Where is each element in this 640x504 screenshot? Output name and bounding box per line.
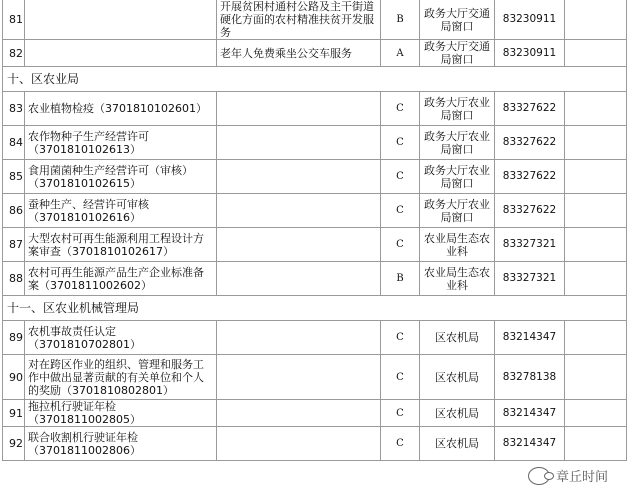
service-description bbox=[217, 400, 381, 427]
phone-number: 83214347 bbox=[495, 400, 565, 427]
table-row bbox=[3, 262, 627, 296]
phone-number: 83327622 bbox=[495, 194, 565, 228]
service-description bbox=[217, 355, 381, 400]
service-description bbox=[217, 321, 381, 355]
item-name: 农机事故责任认定（3701810702801） bbox=[25, 321, 217, 355]
remark bbox=[565, 355, 627, 400]
table-row bbox=[3, 400, 627, 427]
department: 政务大厅农业局窗口 bbox=[420, 92, 495, 126]
section-title: 十一、区农业机械管理局 bbox=[3, 296, 627, 321]
wechat-icon bbox=[528, 467, 550, 485]
phone-number: 83230911 bbox=[495, 0, 565, 40]
row-number: 84 bbox=[3, 126, 25, 160]
row-number: 92 bbox=[3, 427, 25, 461]
remark bbox=[565, 228, 627, 262]
department: 区农机局 bbox=[420, 355, 495, 400]
row-number: 90 bbox=[3, 355, 25, 400]
service-type: B bbox=[381, 262, 420, 296]
row-number: 87 bbox=[3, 228, 25, 262]
service-type: C bbox=[381, 160, 420, 194]
section-row bbox=[3, 296, 627, 321]
row-number: 82 bbox=[3, 40, 25, 67]
service-description bbox=[217, 92, 381, 126]
remark bbox=[565, 194, 627, 228]
table-row bbox=[3, 0, 627, 40]
item-name bbox=[25, 40, 217, 67]
phone-number: 83230911 bbox=[495, 40, 565, 67]
table-row bbox=[3, 126, 627, 160]
row-number: 88 bbox=[3, 262, 25, 296]
table-row bbox=[3, 40, 627, 67]
phone-number: 83327321 bbox=[495, 262, 565, 296]
table-row bbox=[3, 92, 627, 126]
item-name: 农作物种子生产经营许可（3701810102613） bbox=[25, 126, 217, 160]
row-number: 86 bbox=[3, 194, 25, 228]
department: 政务大厅交通局窗口 bbox=[420, 40, 495, 67]
remark bbox=[565, 0, 627, 40]
department: 政务大厅农业局窗口 bbox=[420, 160, 495, 194]
item-name: 对在跨区作业的组织、管理和服务工作中做出显著贡献的有关单位和个人的奖励（3701810802801） bbox=[25, 355, 217, 400]
service-type: C bbox=[381, 321, 420, 355]
service-description bbox=[217, 262, 381, 296]
table-row bbox=[3, 228, 627, 262]
row-number: 89 bbox=[3, 321, 25, 355]
service-type: C bbox=[381, 355, 420, 400]
department: 区农机局 bbox=[420, 321, 495, 355]
row-number: 81 bbox=[3, 0, 25, 40]
phone-number: 83327622 bbox=[495, 126, 565, 160]
service-type: C bbox=[381, 400, 420, 427]
department: 政务大厅农业局窗口 bbox=[420, 194, 495, 228]
item-name: 农业植物检疫（3701810102601） bbox=[25, 92, 217, 126]
department: 农业局生态农业科 bbox=[420, 262, 495, 296]
service-type: C bbox=[381, 194, 420, 228]
department: 区农机局 bbox=[420, 427, 495, 461]
item-name: 拖拉机行驶证年检（3701811002805） bbox=[25, 400, 217, 427]
service-description: 老年人免费乘坐公交车服务 bbox=[217, 40, 381, 67]
service-type: C bbox=[381, 92, 420, 126]
section-title: 十、区农业局 bbox=[3, 67, 627, 92]
remark bbox=[565, 400, 627, 427]
remark bbox=[565, 92, 627, 126]
service-type: C bbox=[381, 228, 420, 262]
table-row bbox=[3, 427, 627, 461]
remark bbox=[565, 321, 627, 355]
remark bbox=[565, 262, 627, 296]
service-description: 开展贫困村通村公路及主干街道硬化方面的农村精准扶贫开发服务 bbox=[217, 0, 381, 40]
department: 政务大厅农业局窗口 bbox=[420, 126, 495, 160]
remark bbox=[565, 40, 627, 67]
phone-number: 83214347 bbox=[495, 427, 565, 461]
service-type: B bbox=[381, 0, 420, 40]
item-name: 农村可再生能源产品生产企业标准备案（3701811002602） bbox=[25, 262, 217, 296]
row-number: 91 bbox=[3, 400, 25, 427]
table-row bbox=[3, 321, 627, 355]
service-description bbox=[217, 228, 381, 262]
service-description bbox=[217, 427, 381, 461]
department: 区农机局 bbox=[420, 400, 495, 427]
watermark-text: 章丘时间 bbox=[556, 470, 609, 485]
item-name bbox=[25, 0, 217, 40]
item-name: 食用菌菌种生产经营许可（审核）（3701810102615） bbox=[25, 160, 217, 194]
item-name: 联合收割机行驶证年检（3701811002806） bbox=[25, 427, 217, 461]
phone-number: 83327622 bbox=[495, 160, 565, 194]
service-table bbox=[2, 0, 627, 461]
section-row bbox=[3, 67, 627, 92]
remark bbox=[565, 160, 627, 194]
phone-number: 83327321 bbox=[495, 228, 565, 262]
table-row bbox=[3, 160, 627, 194]
phone-number: 83214347 bbox=[495, 321, 565, 355]
service-type: C bbox=[381, 427, 420, 461]
table-row bbox=[3, 355, 627, 400]
service-description bbox=[217, 160, 381, 194]
phone-number: 83327622 bbox=[495, 92, 565, 126]
remark bbox=[565, 427, 627, 461]
table-row bbox=[3, 194, 627, 228]
service-description bbox=[217, 126, 381, 160]
service-type: A bbox=[381, 40, 420, 67]
department: 农业局生态农业科 bbox=[420, 228, 495, 262]
item-name: 大型农村可再生能源利用工程设计方案审查（3701810102617） bbox=[25, 228, 217, 262]
service-type: C bbox=[381, 126, 420, 160]
watermark bbox=[528, 466, 608, 485]
service-description bbox=[217, 194, 381, 228]
remark bbox=[565, 126, 627, 160]
department: 政务大厅交通局窗口 bbox=[420, 0, 495, 40]
phone-number: 83278138 bbox=[495, 355, 565, 400]
item-name: 蚕种生产、经营许可审核（3701810102616） bbox=[25, 194, 217, 228]
row-number: 85 bbox=[3, 160, 25, 194]
row-number: 83 bbox=[3, 92, 25, 126]
table-body bbox=[3, 0, 627, 461]
